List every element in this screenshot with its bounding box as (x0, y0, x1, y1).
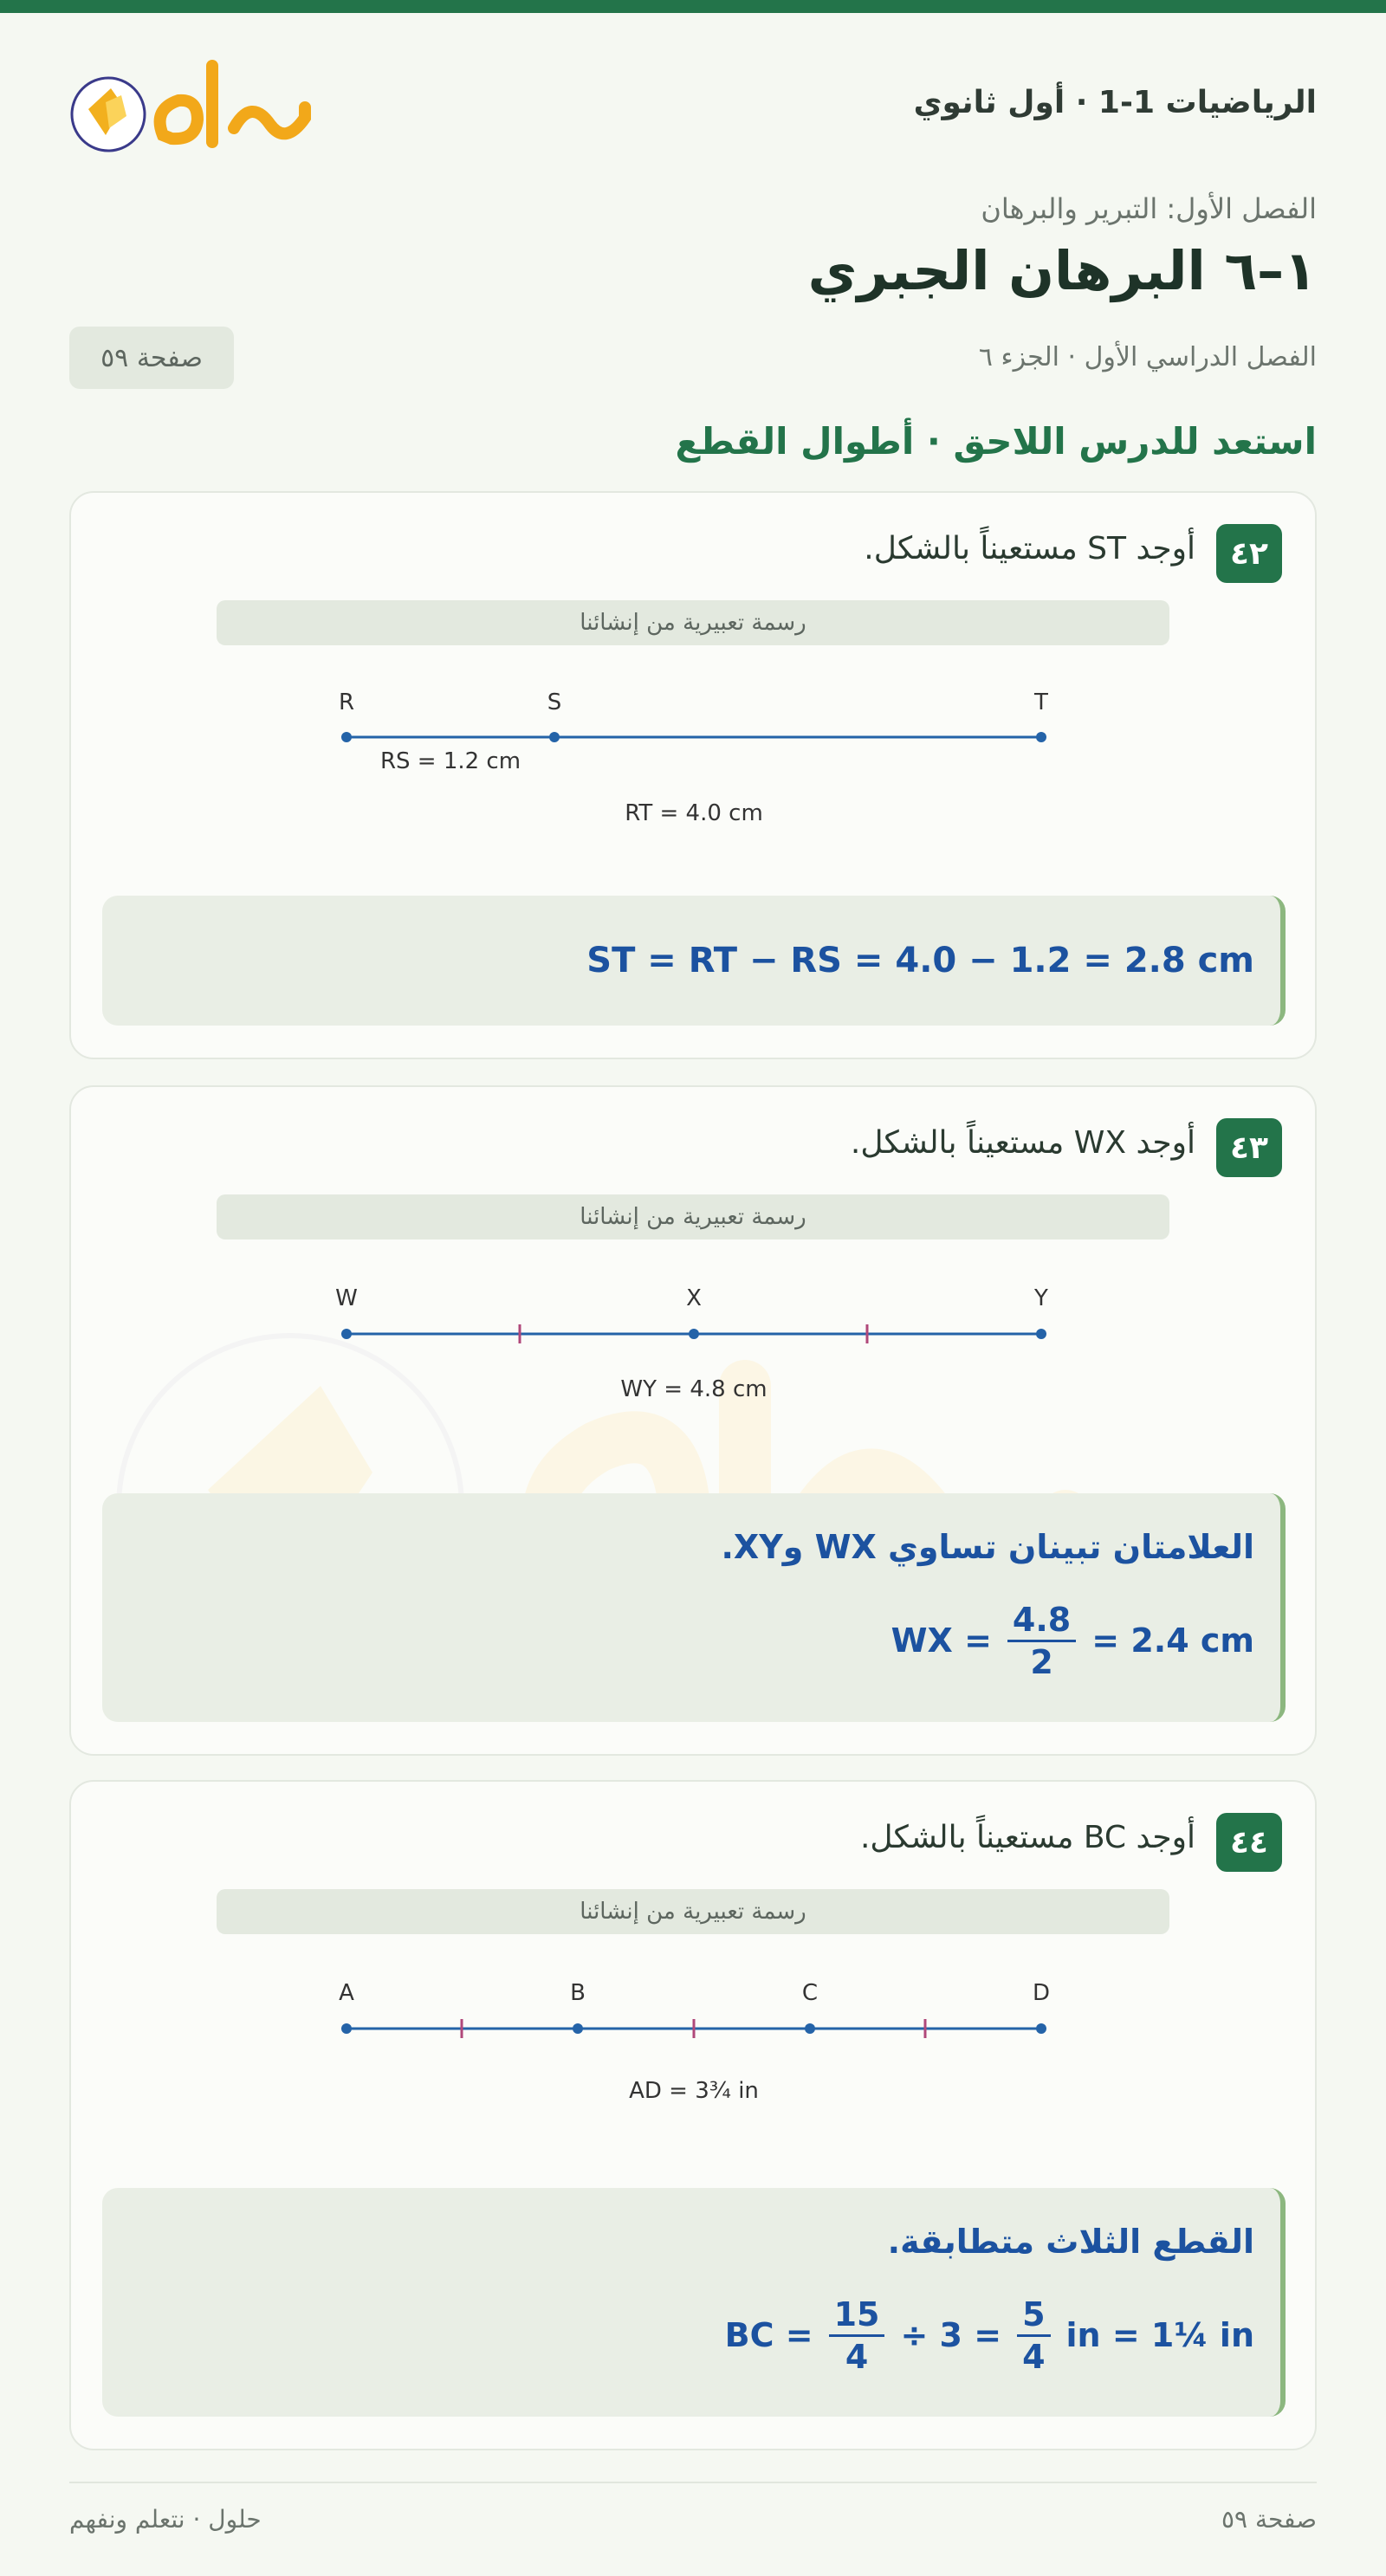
point-A (341, 2023, 352, 2034)
denominator: 4 (1022, 2337, 1046, 2376)
length-label: WY = 4.8 cm (620, 1376, 767, 1402)
footer-page-number: صفحة ٥٩ (1221, 2505, 1317, 2534)
fraction (829, 2294, 885, 2377)
denominator: 2 (1030, 1642, 1053, 1681)
lesson-title: ١–٦ البرهان الجبري (807, 239, 1317, 302)
semester-label: الفصل الدراسي الأول · الجزء ٦ (978, 342, 1317, 372)
length-label: RS = 1.2 cm (379, 748, 521, 774)
figure-caption: رسمة تعبيرية من إنشائنا (217, 600, 1169, 645)
equation-rhs: in = 1¼ in (1065, 2316, 1254, 2354)
footer-brand: حلول · نتعلم ونفهم (69, 2505, 262, 2534)
question-card-44 (69, 1780, 1317, 2450)
point-label: T (1034, 689, 1048, 715)
chapter-label: الفصل الأول: التبرير والبرهان (981, 192, 1317, 225)
figure-caption: رسمة تعبيرية من إنشائنا (217, 1889, 1169, 1934)
point-D (1036, 2023, 1046, 2034)
point-X (689, 1329, 699, 1339)
fraction (1017, 2294, 1050, 2377)
point-T (1036, 732, 1046, 742)
question-number: ٤٤ (1216, 1813, 1282, 1872)
point-label: Y (1034, 1285, 1048, 1311)
point-label: C (801, 1980, 819, 2006)
point-label: S (547, 689, 562, 715)
answer-text: ST = RT − RS = 4.0 − 1.2 = 2.8 cm (586, 941, 1254, 981)
equation-lhs: BC = (724, 2316, 813, 2354)
numerator: 4.8 (1007, 1600, 1076, 1642)
question-number: ٤٢ (1216, 524, 1282, 583)
point-label: W (335, 1285, 358, 1311)
equation-operator: ÷ 3 = (900, 2316, 1002, 2354)
question-text: أوجد ST مستعيناً بالشكل. (864, 531, 1195, 566)
answer-explanation: القطع الثلاث متطابقة. (887, 2223, 1254, 2261)
question-card-43 (69, 1085, 1317, 1756)
page-header (69, 54, 1317, 158)
fraction (1007, 1600, 1076, 1682)
figure-caption: رسمة تعبيرية من إنشائنا (217, 1194, 1169, 1239)
answer-box (102, 1493, 1286, 1722)
answer-box (102, 896, 1286, 1026)
point-C (805, 2023, 815, 2034)
section-title: استعد للدرس اللاحق · أطوال القطع (675, 420, 1317, 463)
numerator: 15 (829, 2294, 885, 2337)
numerator: 5 (1017, 2294, 1050, 2337)
point-label: D (1032, 1980, 1051, 2006)
answer-box (102, 2188, 1286, 2417)
point-label: X (686, 1285, 702, 1311)
point-label: R (338, 689, 355, 715)
length-label: AD = 3¾ in (629, 2078, 759, 2104)
answer-equation (725, 2283, 1254, 2387)
point-S (549, 732, 560, 742)
length-label: RT = 4.0 cm (625, 800, 763, 826)
point-label: B (570, 1980, 586, 2006)
point-Y (1036, 1329, 1046, 1339)
point-label: A (339, 1980, 354, 2006)
equation-lhs: WX = (891, 1621, 992, 1660)
top-accent-bar (0, 0, 1386, 13)
question-text: أوجد WX مستعيناً بالشكل. (850, 1125, 1195, 1161)
equation-rhs: = 2.4 cm (1091, 1621, 1254, 1660)
page-badge: صفحة ٥٩ (69, 327, 234, 389)
point-B (573, 2023, 583, 2034)
answer-explanation: العلامتان تبينان تساوي WX وXY. (721, 1528, 1254, 1566)
question-card-42 (69, 491, 1317, 1059)
question-number: ٤٣ (1216, 1118, 1282, 1177)
footer-divider (69, 2482, 1317, 2483)
point-W (341, 1329, 352, 1339)
answer-equation (891, 1589, 1254, 1693)
denominator: 4 (845, 2337, 869, 2376)
subject-title: الرياضيات 1-1 · أول ثانوي (913, 85, 1317, 120)
question-text: أوجد BC مستعيناً بالشكل. (859, 1820, 1195, 1855)
hulul-logo[interactable] (69, 55, 321, 156)
point-R (341, 732, 352, 742)
